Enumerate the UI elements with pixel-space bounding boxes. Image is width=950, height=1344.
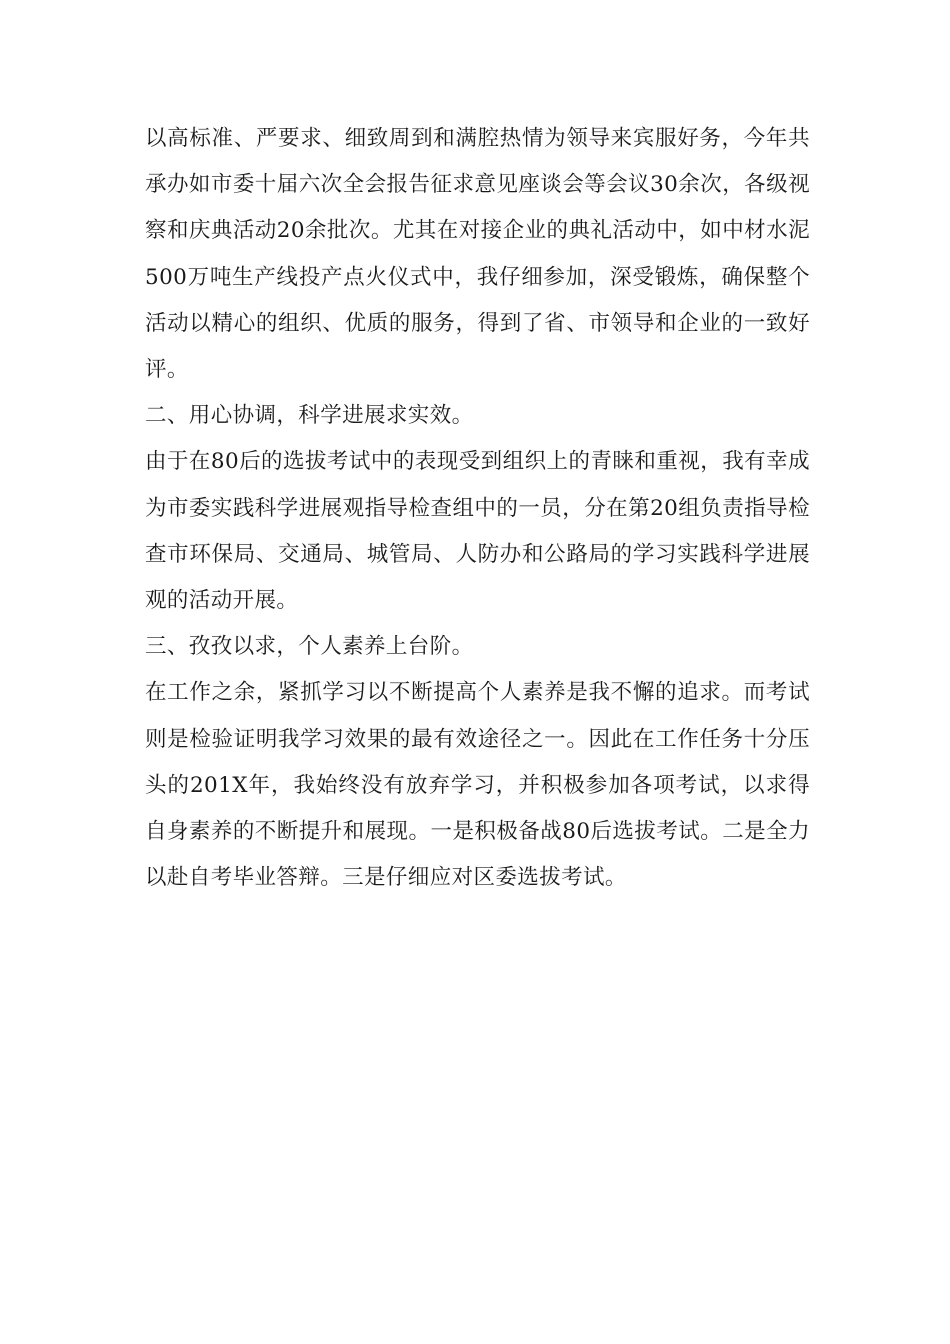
paragraph-study-exams: 在工作之余，紧抓学习以不断提高个人素养是我不懈的追求。而考试则是检验证明我学习效果的最有效途径之一。因此在工作任务十分压头的201X年，我始终没有放弃学习，并积极参加各项考试，以求得自身素养的不断提升和展现。一是积极备战80后选拔考试。二是全力以赴自考毕业答辩。三是仔细应对区委选拔考试。	[145, 680, 810, 891]
document-body	[145, 116, 810, 901]
paragraph-service-work: 以高标准、严要求、细致周到和满腔热情为领导来宾服好务，今年共承办如市委十届六次全会报告征求意见座谈会等会议30余次，各级视察和庆典活动20余批次。尤其在对接企业的典礼活动中，如中材水泥500万吨生产线投产点火仪式中，我仔细参加，深受锻炼，确保整个活动以精心的组织、优质的服务，得到了省、市领导和企业的一致好评。	[145, 126, 810, 383]
section-heading-coordination: 二、用心协调，科学进展求实效。	[145, 403, 474, 429]
paragraph-inspection-group: 由于在80后的选拔考试中的表现受到组织上的青睐和重视，我有幸成为市委实践科学进展观指导检查组中的一员，分在第20组负责指导检查市环保局、交通局、城管局、人防办和公路局的学习实践科学进展观的活动开展。	[145, 449, 810, 614]
section-heading-self-improvement: 三、孜孜以求，个人素养上台阶。	[145, 634, 474, 660]
